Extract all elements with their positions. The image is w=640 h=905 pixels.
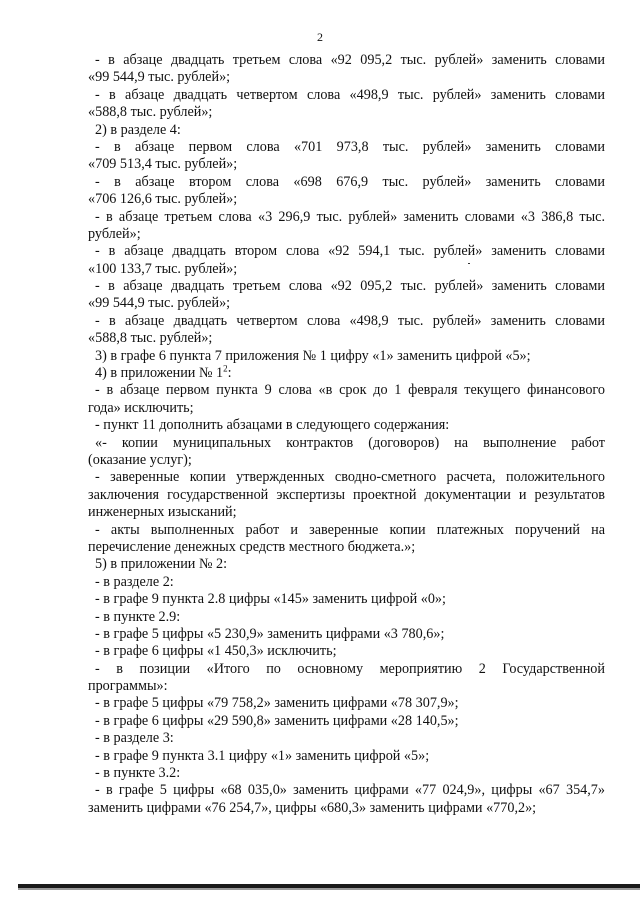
text-line: [88, 191, 605, 208]
page-number: 2: [317, 30, 323, 44]
text-line: [88, 643, 605, 660]
text-line: [88, 295, 605, 312]
text-line: [88, 52, 605, 69]
text-line-content: - в абзаце третьем слова «3 296,9 тыс. рублей» заменить словами «3 386,8 тыс.: [95, 208, 605, 225]
text-line: [88, 504, 605, 521]
text-line-content: - в графе 6 цифры «1 450,3» исключить;: [95, 643, 337, 660]
text-line-content: - в пункте 3.2:: [95, 765, 181, 782]
text-line: [88, 69, 605, 86]
text-line-content: «709 513,4 тыс. рублей»;: [88, 156, 238, 173]
text-line: [88, 609, 605, 626]
text-line-content: - пункт 11 дополнить абзацами в следующего содержания:: [95, 417, 450, 434]
text-line-content: 4) в приложении № 1: [95, 365, 224, 382]
text-line-content: - в абзаце втором слова «698 676,9 тыс. рублей» заменить словами: [95, 173, 605, 190]
text-line: [88, 348, 605, 365]
text-line-content: - в абзаце двадцать третьем слова «92 095,2 тыс. рублей» заменить словами: [95, 278, 605, 295]
text-line: [88, 261, 605, 278]
text-line-content: перечисление денежных средств местного бюджета.»;: [88, 538, 416, 555]
text-line-content: рублей»;: [88, 225, 141, 242]
text-line-content: «99 544,9 тыс. рублей»;: [88, 295, 231, 312]
text-line: [88, 226, 605, 243]
text-line: [88, 87, 605, 104]
text-line: [88, 435, 605, 452]
text-line: [88, 730, 605, 747]
text-line-content: - в графе 9 пункта 2.8 цифры «145» заменить цифрой «0»;: [95, 591, 446, 608]
text-line-content: - в абзаце двадцать четвертом слова «498,9 тыс. рублей» заменить словами: [95, 312, 605, 329]
text-line-content: «588,8 тыс. рублей»;: [88, 104, 213, 121]
text-line: [88, 209, 605, 226]
text-line: [88, 765, 605, 782]
text-line: [88, 400, 605, 417]
text-line: [88, 539, 605, 556]
text-line: [88, 748, 605, 765]
text-line-content: года» исключить;: [88, 399, 194, 416]
text-line: [88, 278, 605, 295]
document-body: [88, 52, 605, 817]
scan-edge-shadow: [18, 888, 640, 890]
text-line: [88, 469, 605, 486]
text-line-content: заменить цифрами «76 254,7», цифры «680,3» заменить цифрами «770,2»;: [88, 799, 537, 816]
text-line-content: - в графе 9 пункта 3.1 цифру «1» заменить цифрой «5»;: [95, 747, 430, 764]
text-line-content: - в позиции «Итого по основному мероприятию 2 Государственной: [95, 660, 605, 677]
text-line-content: - в графе 5 цифры «5 230,9» заменить цифрами «3 780,6»;: [95, 625, 445, 642]
text-line: [88, 313, 605, 330]
text-line-content: «99 544,9 тыс. рублей»;: [88, 69, 231, 86]
text-line-content: инженерных изысканий;: [88, 504, 237, 521]
text-line: [88, 695, 605, 712]
text-line-content: - в абзаце двадцать втором слова «92 594,1 тыс. рублей» заменить словами: [95, 243, 605, 260]
text-line-content: - в абзаце первом слова «701 973,8 тыс. рублей» заменить словами: [95, 138, 605, 155]
text-line-content: - в пункте 2.9:: [95, 608, 181, 625]
text-line-tail: :: [227, 365, 232, 382]
text-line-content: 2) в разделе 4:: [95, 121, 181, 138]
scan-speck: [468, 263, 470, 264]
text-line: [88, 139, 605, 156]
text-line-content: 3) в графе 6 пункта 7 приложения № 1 цифру «1» заменить цифрой «5»;: [95, 347, 531, 364]
text-line: [88, 330, 605, 347]
text-line: [88, 174, 605, 191]
text-line: [88, 452, 605, 469]
text-line-content: - в абзаце двадцать третьем слова «92 095,2 тыс. рублей» заменить словами: [95, 52, 605, 68]
text-line-content: (оказание услуг);: [88, 451, 192, 468]
text-line: [88, 156, 605, 173]
text-line: [88, 122, 605, 139]
text-line-content: - в абзаце двадцать четвертом слова «498,9 тыс. рублей» заменить словами: [95, 86, 605, 103]
text-line-content: - в графе 5 цифры «79 758,2» заменить цифрами «78 307,9»;: [95, 695, 459, 712]
text-line-content: - в графе 5 цифры «68 035,0» заменить цифрами «77 024,9», цифры «67 354,7»: [95, 782, 605, 799]
text-line-content: - заверенные копии утвержденных сводно-сметного расчета, положительного: [95, 469, 605, 486]
text-line-content: - акты выполненных работ и заверенные копии платежных поручений на: [95, 521, 605, 538]
text-line-content: «706 126,6 тыс. рублей»;: [88, 191, 238, 208]
text-line: [88, 782, 605, 799]
text-line: [88, 365, 605, 382]
text-line-content: - в абзаце первом пункта 9 слова «в срок до 1 февраля текущего финансового: [95, 382, 605, 399]
text-line: [88, 382, 605, 399]
superscript: 2: [223, 363, 228, 374]
text-line-content: программы»:: [88, 678, 168, 695]
text-line: [88, 800, 605, 817]
text-line: [88, 417, 605, 434]
text-line: [88, 678, 605, 695]
text-line: [88, 243, 605, 260]
text-line-content: «- копии муниципальных контрактов (договоров) на выполнение работ: [95, 434, 605, 451]
text-line: [88, 713, 605, 730]
text-line-content: «588,8 тыс. рублей»;: [88, 330, 213, 347]
text-line: [88, 556, 605, 573]
text-line-content: - в разделе 2:: [95, 573, 174, 590]
text-line: [88, 487, 605, 504]
text-line: [88, 104, 605, 121]
text-line-content: заключения государственной экспертизы проектной документации и результатов: [88, 486, 605, 503]
text-line: [88, 591, 605, 608]
text-line-content: 5) в приложении № 2:: [95, 556, 228, 573]
text-line-content: «100 133,7 тыс. рублей»;: [88, 260, 238, 277]
text-line: [88, 574, 605, 591]
text-line-content: - в графе 6 цифры «29 590,8» заменить цифрами «28 140,5»;: [95, 712, 459, 729]
text-line: [88, 522, 605, 539]
text-line-content: - в разделе 3:: [95, 730, 174, 747]
text-line: [88, 626, 605, 643]
text-line: [88, 661, 605, 678]
